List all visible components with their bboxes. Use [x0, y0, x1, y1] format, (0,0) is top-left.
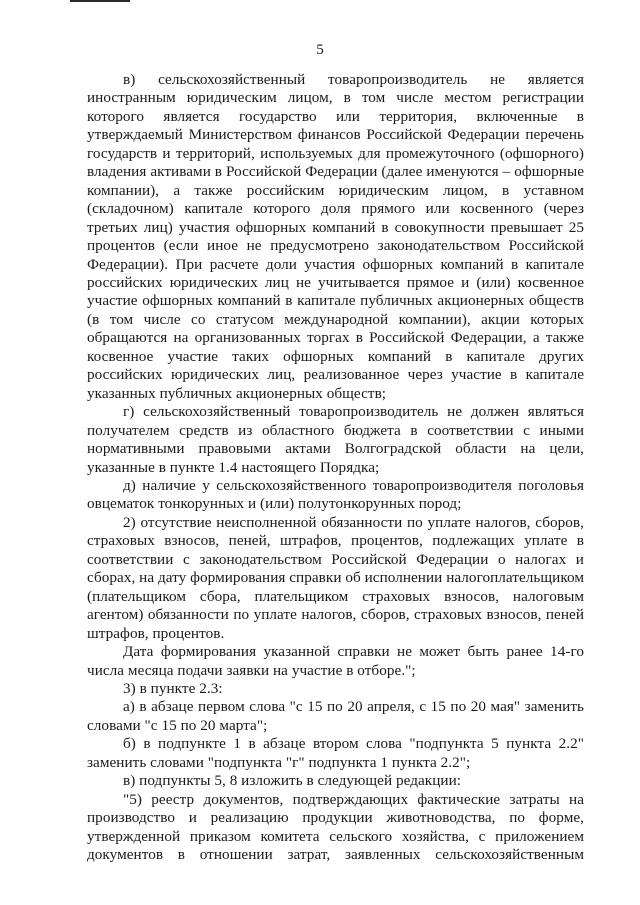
- paragraph-3v: в) подпункты 5, 8 изложить в следующей редакции:: [123, 772, 462, 790]
- paragraph-g-budget: г) сельскохозяйственный товаропроизводитель не должен являться получателем средств из областного бюджета в соответствии с иными нормативными правовыми актами Волгоградской области на цели, указанные в пункте 1.4 настоящего Порядка;: [87, 403, 584, 476]
- paragraph-2-taxes: 2) отсутствие неисполненной обязанности по уплате налогов, сборов, страховых взносов, пеней, штрафов, процентов, подлежащих уплате в соответствии с законодательством Российской Федерации о налогах и сборах, на дату формирования справки об исполнении налогоплательщиком (плательщиком сбора, плательщиком страховых взносов, налоговым агентом) обязанности по уплате налогов, сборов, страховых взносов, пеней штрафов, процентов.: [87, 513, 584, 642]
- paragraph-3a: а) в абзаце первом слова "с 15 по 20 апреля, с 15 по 20 мая" заменить словами "с 15 по 20 марта";: [87, 698, 584, 734]
- top-edge-mark: [70, 0, 130, 2]
- paragraph-certificate-date: Дата формирования указанной справки не может быть ранее 14-го числа месяца подачи заявки на участие в отборе.";: [87, 643, 584, 679]
- paragraph-3b: б) в подпункте 1 в абзаце втором слова "подпункта 5 пункта 2.2" заменить словами "подпункта "г" подпункта 1 пункта 2.2";: [87, 735, 584, 771]
- paragraph-d-livestock: д) наличие у сельскохозяйственного товаропроизводителя поголовья овцематок тонкорунных и (или) полутонкорунных пород;: [87, 476, 584, 513]
- paragraph-3-clause: 3) в пункте 2.3:: [123, 679, 223, 697]
- page-number: 5: [316, 42, 324, 58]
- document-body: [87, 71, 584, 864]
- paragraph-5-registry: "5) реестр документов, подтверждающих фактические затраты на производство и реализацию продукции животноводства, по форме, утвержденной приказом комитета сельского хозяйства, с приложением документов в отношении затрат, заявленных сельскохозяйственным: [87, 790, 584, 864]
- paragraph-v-offshore: в) сельскохозяйственный товаропроизводитель не является иностранным юридическим лицом, в том числе местом регистрации которого является государство или территория, включенные в утверждаемый Министерством финансов Российской Федерации перечень государств и территорий, используемых для промежуточного (офшорного) владения активами в Российской Федерации (далее именуются – офшорные компании), а также российским юридическим лицом, в уставном (складочном) капитале которого доля прямого или косвенного (через третьих лиц) участия офшорных компаний в совокупности превышает 25 процентов (если иное не предусмотрено законодательством Российской Федерации). При расчете доли участия офшорных компаний в капитале российских юридических лиц не учитывается прямое и (или) косвенное участие офшорных компаний в капитале публичных акционерных обществ (в том числе со статусом международной компании), акции которых обращаются на организованных торгах в Российской Федерации, а также косвенное участие таких офшорных компаний в капитале других российских юридических лиц, реализованное через участие в капитале указанных публичных акционерных обществ;: [87, 71, 584, 402]
